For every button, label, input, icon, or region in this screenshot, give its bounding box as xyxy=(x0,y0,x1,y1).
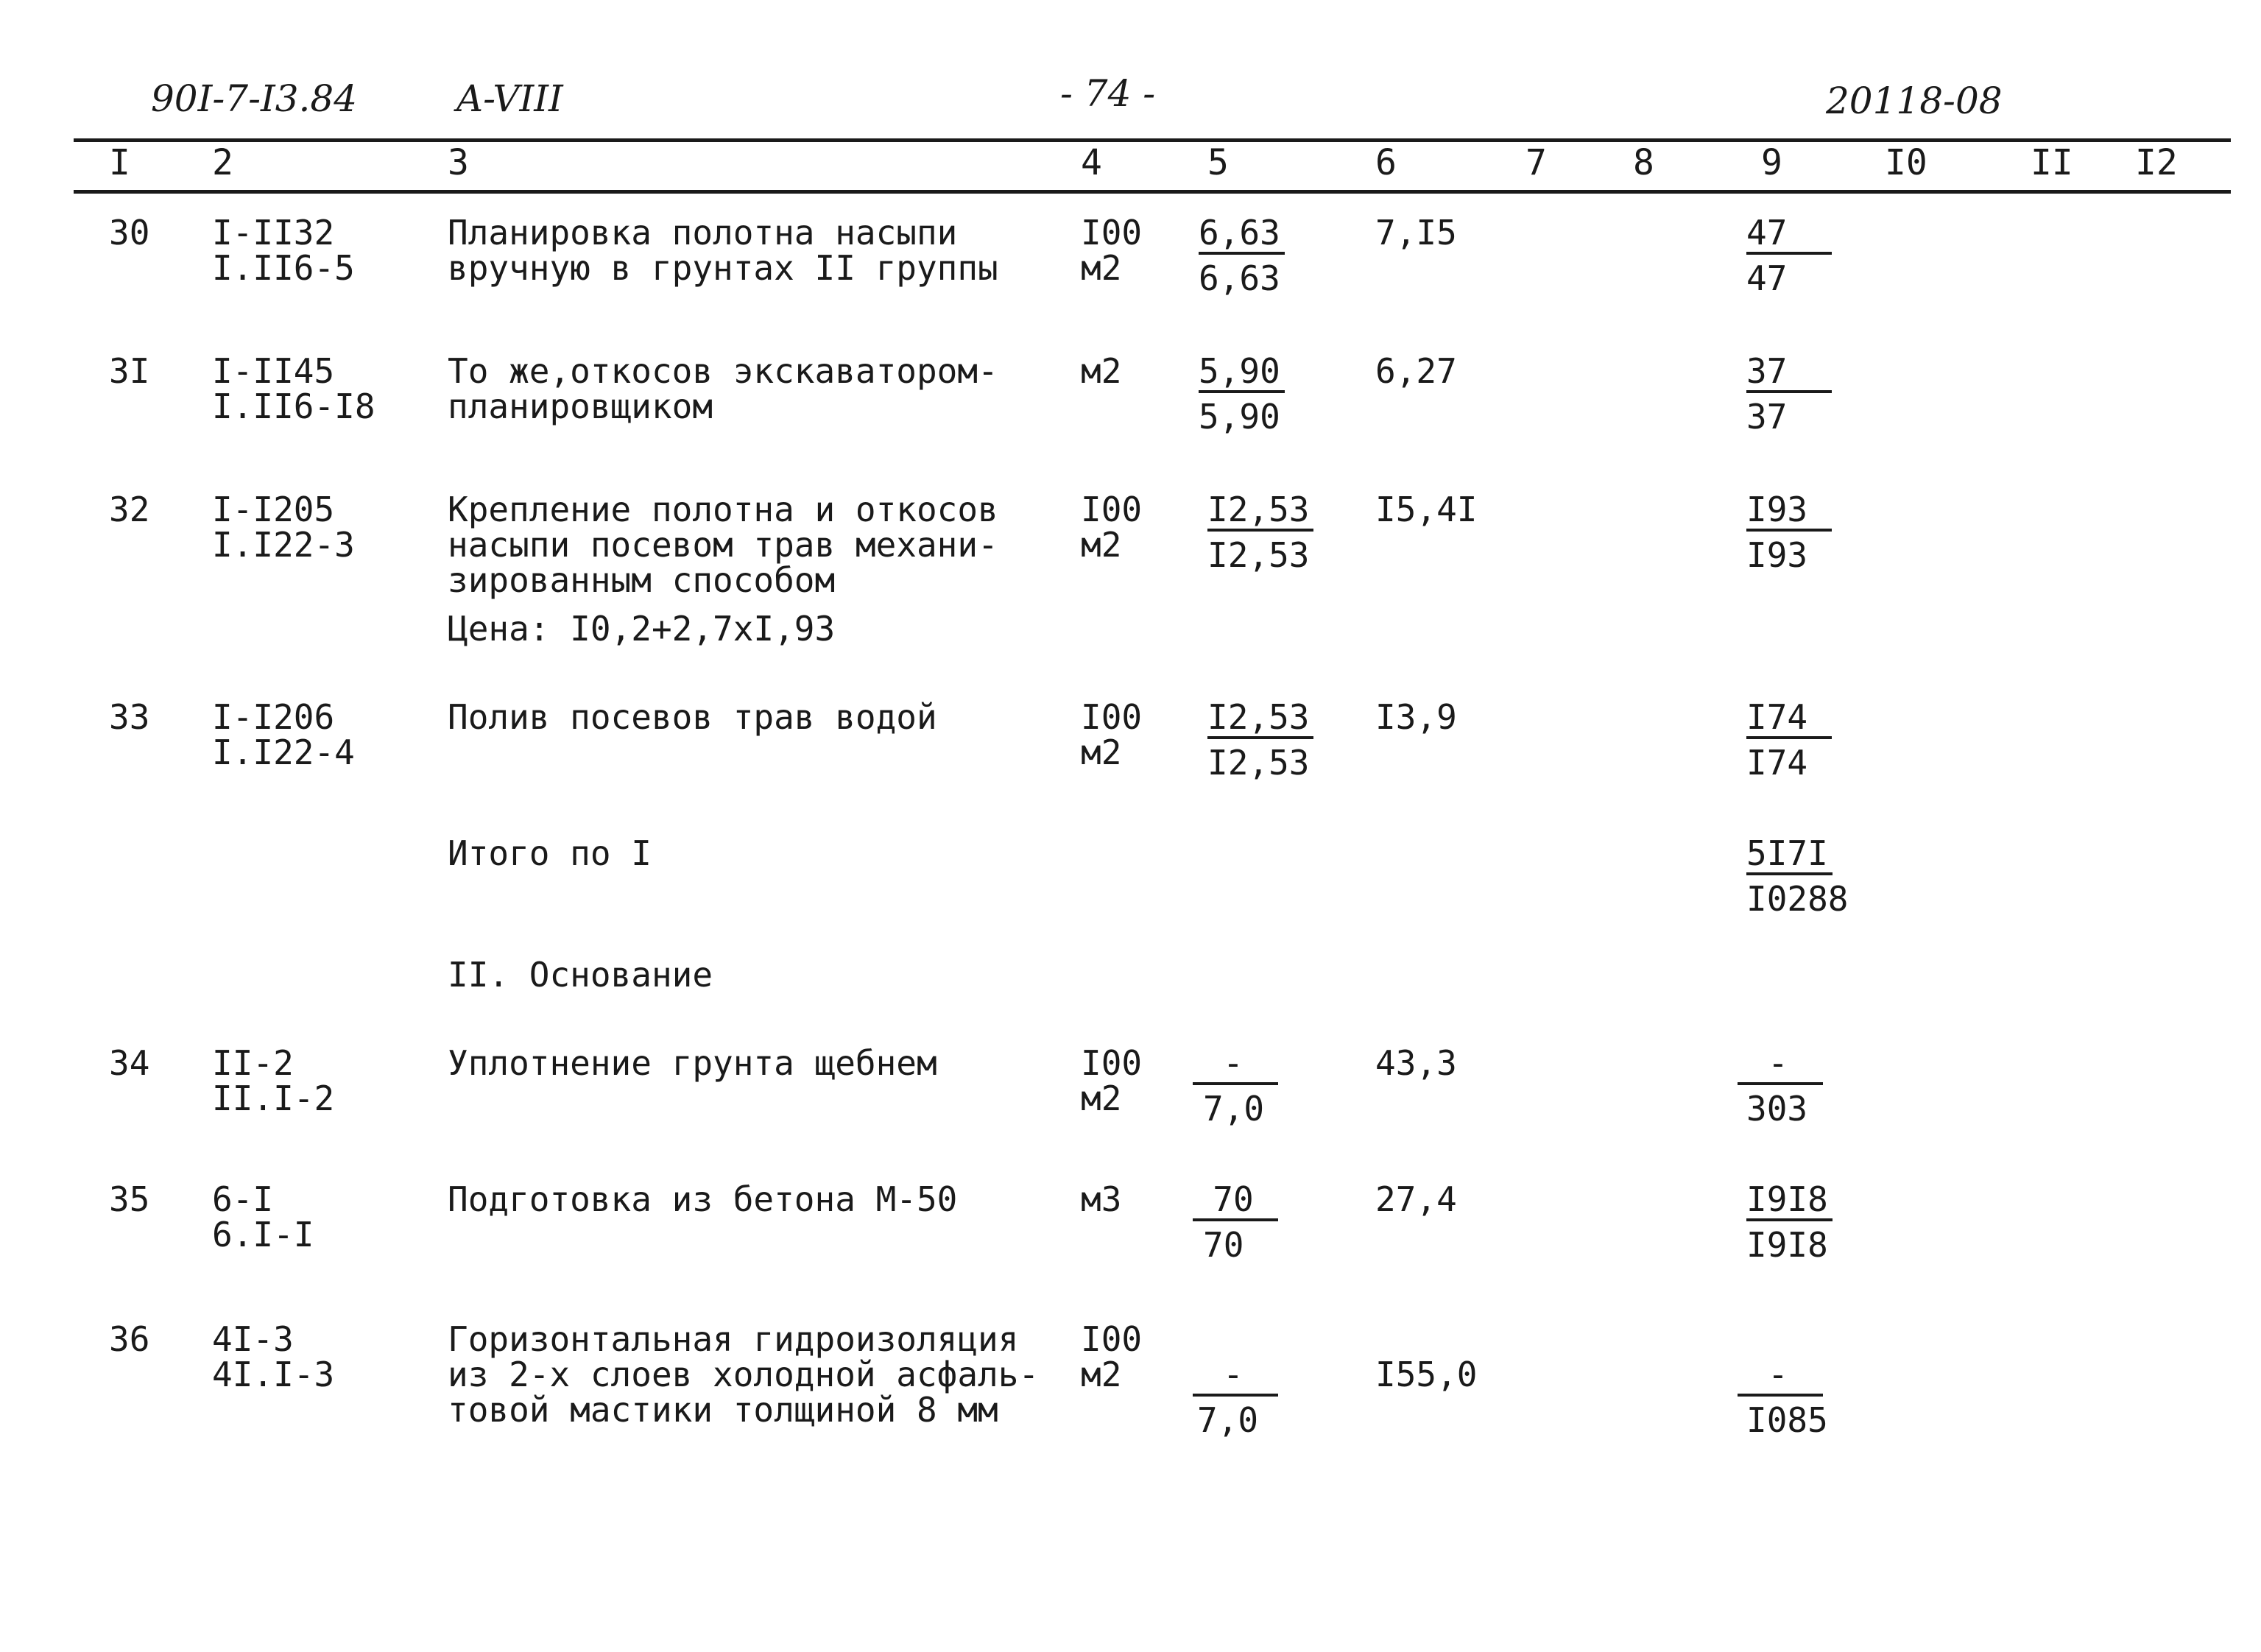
fraction-denominator: I2,53 xyxy=(1207,535,1310,575)
row-col6-value: 6,27 xyxy=(1375,351,1457,391)
doc-code: 90I-7-I3.84 xyxy=(151,77,358,120)
row-code-secondary: II.I-2 xyxy=(212,1079,335,1118)
row-unit: I00 м2 xyxy=(1081,213,1143,288)
row-code-primary: I-I205 xyxy=(212,490,335,529)
fraction-numerator: I2,53 xyxy=(1207,699,1313,739)
fraction-numerator: - xyxy=(1193,1357,1278,1397)
fraction-numerator: I74 xyxy=(1746,699,1832,739)
row-description: Подготовка из бетона М-50 xyxy=(448,1179,958,1219)
row-code-primary: 4I-3 xyxy=(212,1319,294,1359)
subtotal-fraction xyxy=(1746,833,1849,919)
row-unit: I00 м2 xyxy=(1081,1319,1143,1394)
subtotal-label: Итого по I xyxy=(448,833,652,873)
row-description: Планировка полотна насыпи вручную в грунтах II группы xyxy=(448,213,998,288)
column-header-6: 6 xyxy=(1375,142,1397,183)
fraction-denominator: 7,0 xyxy=(1197,1400,1259,1440)
row-code-primary: II-2 xyxy=(212,1043,294,1083)
row-col5-fraction xyxy=(1199,215,1285,296)
row-col9-fraction xyxy=(1738,1043,1823,1129)
fraction-numerator: 37 xyxy=(1746,353,1832,393)
fraction-denominator: 303 xyxy=(1746,1089,1808,1129)
row-code-secondary: I.I22-4 xyxy=(212,733,355,772)
fraction-numerator: I93 xyxy=(1746,492,1832,532)
row-description: Горизонтальная гидроизоляция из 2-х слоев холодной асфаль- товой мастики толщиной 8 мм xyxy=(448,1319,1040,1430)
row-code-secondary: 4I.I-3 xyxy=(212,1355,335,1394)
row-description: Крепление полотна и откосов насыпи посевом трав механи- зированным способом xyxy=(448,490,998,600)
column-header-10: I0 xyxy=(1885,142,1927,183)
fraction-numerator: - xyxy=(1193,1045,1278,1085)
row-code-primary: I-II32 xyxy=(212,213,335,253)
row-unit: I00 м2 xyxy=(1081,1043,1143,1118)
column-header-8: 8 xyxy=(1633,142,1654,183)
column-header-4: 4 xyxy=(1081,142,1102,183)
album-number: A-VIII xyxy=(456,77,563,120)
fraction-numerator: I9I8 xyxy=(1746,1182,1833,1221)
column-header-3: 3 xyxy=(448,142,469,183)
row-col5-fraction xyxy=(1199,351,1285,437)
row-col9-fraction xyxy=(1746,697,1832,783)
column-header-9: 9 xyxy=(1761,142,1782,183)
row-col6-value: 27,4 xyxy=(1375,1179,1457,1219)
section-title: II. Основание xyxy=(448,955,713,995)
fraction-denominator: I9I8 xyxy=(1746,1225,1828,1265)
row-unit: м3 xyxy=(1081,1179,1122,1219)
fraction-denominator: I74 xyxy=(1746,743,1808,783)
row-col6-value: 7,I5 xyxy=(1375,213,1457,253)
fraction-denominator: 5,90 xyxy=(1199,397,1280,437)
row-number: 34 xyxy=(109,1043,150,1083)
fraction-denominator: 47 xyxy=(1746,258,1788,298)
row-code-secondary: I.I22-3 xyxy=(212,525,355,565)
fraction-denominator: I0288 xyxy=(1746,879,1849,919)
header-bottom-rule xyxy=(74,190,2231,194)
row-col9-fraction xyxy=(1746,492,1832,573)
fraction-denominator: 6,63 xyxy=(1199,258,1280,298)
column-header-12: I2 xyxy=(2135,142,2178,183)
fraction-numerator: - xyxy=(1738,1357,1823,1397)
row-col9-fraction xyxy=(1746,351,1832,437)
fraction-numerator: 5,90 xyxy=(1199,353,1285,393)
row-col5-fraction xyxy=(1193,1357,1278,1438)
row-code-secondary: I.II6-I8 xyxy=(212,386,375,426)
row-col6-value: 43,3 xyxy=(1375,1043,1457,1083)
column-header-11: II xyxy=(2031,142,2073,183)
column-header-2: 2 xyxy=(212,142,233,183)
fraction-numerator: I2,53 xyxy=(1207,492,1313,532)
row-col5-fraction xyxy=(1207,492,1313,573)
row-unit: м2 xyxy=(1081,351,1122,391)
row-description: Полив посевов трав водой xyxy=(448,697,937,737)
row-number: 3I xyxy=(109,351,150,391)
row-number: 36 xyxy=(109,1319,150,1359)
column-header-1: I xyxy=(109,142,130,183)
fraction-denominator: 37 xyxy=(1746,397,1788,437)
row-number: 33 xyxy=(109,697,150,737)
fraction-denominator: I93 xyxy=(1746,535,1808,575)
row-col6-value: I3,9 xyxy=(1375,697,1457,737)
row-unit: I00 м2 xyxy=(1081,490,1143,565)
row-col9-fraction xyxy=(1746,1179,1833,1265)
column-header-7: 7 xyxy=(1525,142,1547,183)
fraction-numerator: 5I7I xyxy=(1746,836,1833,875)
row-col5-fraction xyxy=(1193,1043,1278,1129)
column-header-5: 5 xyxy=(1207,142,1229,183)
row-code-secondary: I.II6-5 xyxy=(212,248,355,288)
fraction-denominator: 70 xyxy=(1203,1225,1244,1265)
fraction-numerator: 70 xyxy=(1193,1182,1278,1221)
row-description: Уплотнение грунта щебнем xyxy=(448,1043,937,1083)
row-number: 35 xyxy=(109,1179,150,1219)
row-price-note: Цена: I0,2+2,7xI,93 xyxy=(448,609,836,649)
fraction-denominator: I2,53 xyxy=(1207,743,1310,783)
fraction-numerator: 6,63 xyxy=(1199,215,1285,255)
row-col6-value: I55,0 xyxy=(1375,1355,1478,1394)
row-number: 32 xyxy=(109,490,150,529)
row-col5-fraction xyxy=(1207,697,1313,783)
row-code-secondary: 6.I-I xyxy=(212,1215,314,1254)
row-unit: I00 м2 xyxy=(1081,697,1143,772)
fraction-numerator: - xyxy=(1738,1045,1823,1085)
fraction-denominator: 7,0 xyxy=(1203,1089,1265,1129)
row-col9-fraction xyxy=(1738,1357,1828,1438)
stamp-number: 20118-08 xyxy=(1826,80,2003,122)
row-code-primary: I-II45 xyxy=(212,351,335,391)
row-code-primary: I-I206 xyxy=(212,697,335,737)
row-col9-fraction xyxy=(1746,215,1832,296)
row-description: То же,откосов экскаватором- планировщиком xyxy=(448,351,998,426)
row-code-primary: 6-I xyxy=(212,1179,274,1219)
row-number: 30 xyxy=(109,213,150,253)
row-col5-fraction xyxy=(1193,1179,1278,1265)
fraction-numerator: 47 xyxy=(1746,215,1832,255)
page-number: - 74 - xyxy=(1060,72,1156,115)
row-col6-value: I5,4I xyxy=(1375,490,1478,529)
fraction-denominator: I085 xyxy=(1746,1400,1828,1440)
